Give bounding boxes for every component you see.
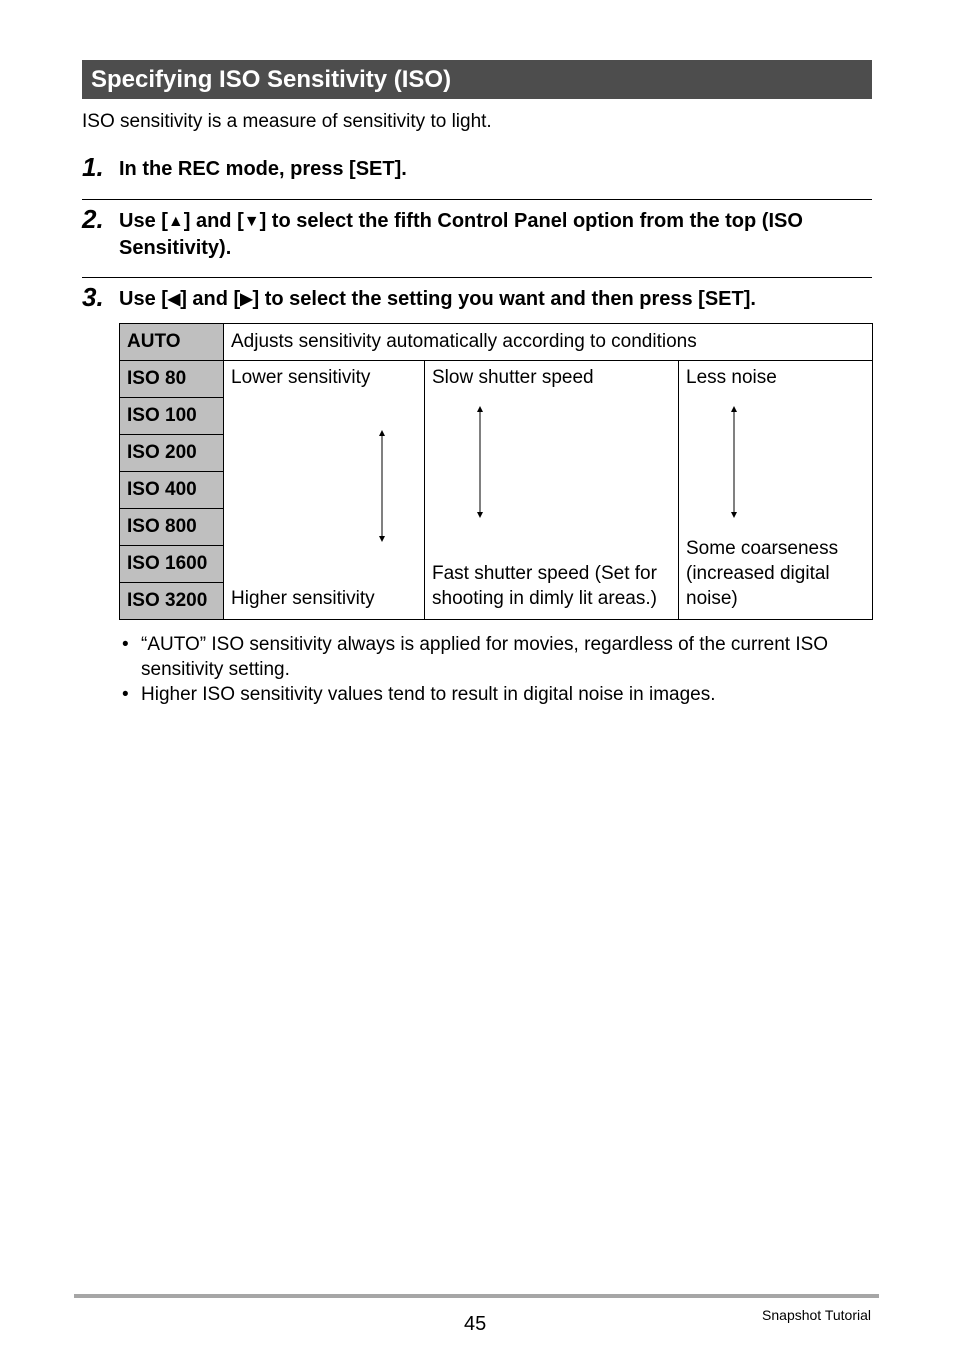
- double-arrow-icon: [377, 429, 387, 543]
- iso-option: ISO 80: [120, 361, 224, 398]
- iso-option: ISO 1600: [120, 546, 224, 583]
- note-text: Higher ISO sensitivity values tend to result in digital noise in images.: [141, 684, 716, 705]
- noise-cell: [679, 361, 873, 620]
- step-number: 1.: [82, 152, 104, 182]
- sensitivity-cell: [224, 361, 425, 620]
- iso-option: ISO 3200: [120, 583, 224, 620]
- right-arrow-icon: ▶: [240, 291, 253, 308]
- step-text: Use [◀] and [▶] to select the setting you want and then press [SET].: [119, 286, 872, 313]
- table-row: [120, 361, 873, 398]
- iso-option: ISO 200: [120, 435, 224, 472]
- down-arrow-icon: ▼: [243, 213, 260, 230]
- auto-description: Adjusts sensitivity automatically according to conditions: [224, 324, 873, 361]
- table-row: [120, 324, 873, 361]
- page-title: Specifying ISO Sensitivity (ISO): [82, 60, 872, 99]
- step-3: [82, 282, 872, 316]
- step-divider: [82, 277, 872, 278]
- noise-more-text: Some coarseness (increased digital noise): [686, 538, 839, 609]
- footer-divider: [74, 1294, 879, 1298]
- list-item: [119, 632, 879, 682]
- up-arrow-icon: ▲: [167, 213, 184, 230]
- left-arrow-icon: ◀: [167, 291, 181, 308]
- noise-less-text: Less noise: [686, 367, 777, 388]
- double-arrow-icon: [475, 405, 485, 519]
- bullet-icon: •: [122, 634, 129, 655]
- step-1: [82, 152, 872, 186]
- sensitivity-high-text: Higher sensitivity: [231, 588, 375, 609]
- iso-option-auto: AUTO: [120, 324, 224, 361]
- bullet-icon: •: [122, 684, 129, 705]
- step-number: 2.: [82, 204, 104, 234]
- iso-option: ISO 400: [120, 472, 224, 509]
- sensitivity-low-text: Lower sensitivity: [231, 367, 371, 388]
- iso-settings-table: [119, 323, 873, 620]
- iso-option: ISO 100: [120, 398, 224, 435]
- shutter-fast-text: Fast shutter speed (Set for shooting in dimly lit areas.): [432, 563, 657, 609]
- step-text: In the REC mode, press [SET].: [119, 158, 407, 180]
- shutter-slow-text: Slow shutter speed: [432, 367, 594, 388]
- list-item: [119, 682, 879, 707]
- shutter-cell: [425, 361, 679, 620]
- step-2: [82, 204, 872, 264]
- note-text: “AUTO” ISO sensitivity always is applied for movies, regardless of the current ISO sensitivity setting.: [141, 634, 829, 680]
- step-number: 3.: [82, 282, 104, 312]
- step-divider: [82, 199, 872, 200]
- double-arrow-icon: [729, 405, 739, 519]
- iso-option: ISO 800: [120, 509, 224, 546]
- notes-list: [119, 632, 879, 707]
- section-name: Snapshot Tutorial: [762, 1307, 871, 1323]
- page-number: 45: [464, 1313, 487, 1335]
- step-text: Use [▲] and [▼] to select the fifth Control Panel option from the top (ISO Sensitivity).: [119, 210, 803, 259]
- intro-text: ISO sensitivity is a measure of sensitivity to light.: [82, 111, 492, 132]
